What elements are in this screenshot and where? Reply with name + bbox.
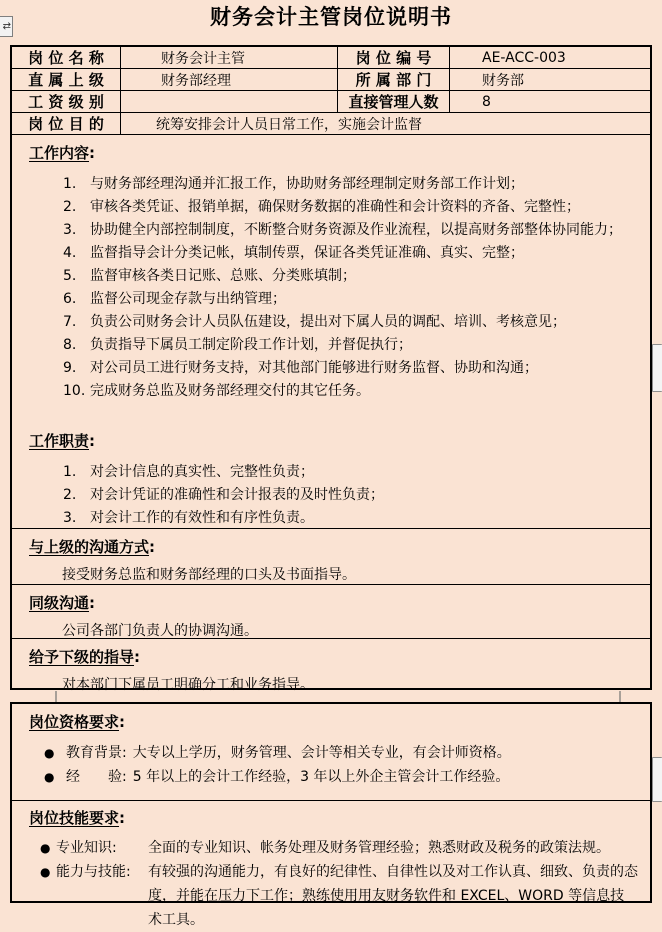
item-text: 对会计凭证的准确性和会计报表的及时性负责； bbox=[90, 487, 384, 503]
bullet-icon: ● bbox=[40, 865, 51, 879]
comm-superior-heading-colon: : bbox=[149, 538, 156, 556]
comm-peer-heading-text: 同级沟通 bbox=[29, 594, 90, 612]
work-content-and-duty-section bbox=[12, 135, 650, 528]
list-item bbox=[12, 265, 650, 288]
list-item bbox=[12, 836, 650, 860]
table-row bbox=[12, 113, 650, 135]
position-purpose-value: 统筹安排会计人员日常工作，实施会计监督 bbox=[156, 116, 422, 133]
comm-peer-heading-colon: : bbox=[89, 594, 96, 612]
list-item bbox=[12, 311, 650, 334]
skills-heading bbox=[29, 807, 650, 828]
comm-peer-heading bbox=[29, 592, 650, 613]
skills-heading-text: 岗位技能要求 bbox=[29, 809, 120, 827]
item-text: 监督指导会计分类记帐，填制传票，保证各类凭证准确、真实、完整； bbox=[90, 245, 524, 261]
list-item bbox=[12, 173, 650, 196]
list-item bbox=[12, 334, 650, 357]
item-number: 3. bbox=[63, 510, 77, 526]
skills-heading-colon: : bbox=[119, 809, 126, 827]
communication-with-superior-section bbox=[12, 528, 650, 584]
list-item bbox=[12, 741, 650, 765]
bullet-icon: ● bbox=[44, 770, 55, 784]
item-text: 完成财务总监及财务部经理交付的其它任务。 bbox=[90, 383, 370, 399]
peer-communication-section bbox=[12, 584, 650, 638]
item-label: 专业知识: bbox=[56, 840, 117, 856]
item-number: 10. bbox=[63, 383, 86, 399]
direct-reports-value: 8 bbox=[482, 93, 491, 110]
item-number: 2. bbox=[63, 199, 77, 215]
comm-superior-body: 接受财务总监和财务部经理的口头及书面指导。 bbox=[62, 567, 356, 583]
item-number: 6. bbox=[63, 291, 77, 307]
qualification-heading-text: 岗位资格要求 bbox=[29, 713, 120, 731]
item-text: 监督审核各类日记账、总账、分类账填制； bbox=[90, 268, 356, 284]
department-value: 财务部 bbox=[482, 72, 524, 89]
position-name-label: 岗 位 名 称 bbox=[12, 47, 121, 68]
direct-superior-label: 直 属 上 级 bbox=[12, 69, 121, 90]
skills-list bbox=[12, 836, 650, 932]
comm-peer-body: 公司各部门负责人的协调沟通。 bbox=[62, 623, 258, 639]
page-title: 财务会计主管岗位说明书 bbox=[210, 5, 452, 29]
work-duty-heading-text: 工作职责 bbox=[29, 432, 90, 450]
item-text: 审核各类凭证、报销单据，确保财务数据的准确性和会计资料的齐备、完整性； bbox=[90, 199, 580, 215]
list-item bbox=[12, 380, 650, 403]
item-number: 7. bbox=[63, 314, 77, 330]
item-number: 1. bbox=[63, 176, 77, 192]
job-description-table bbox=[10, 45, 652, 693]
comm-subordinate-heading-colon: : bbox=[134, 648, 141, 666]
list-item bbox=[12, 461, 650, 484]
work-content-list bbox=[12, 173, 650, 403]
list-item bbox=[12, 860, 650, 932]
item-text: 有较强的沟通能力，有良好的纪律性、自律性以及对工作认真、细致、负责的态度，并能在压力下工作；熟练使用用友财务软件和 EXCEL、WORD 等信息技术工具。 bbox=[148, 864, 638, 928]
list-item bbox=[12, 507, 650, 530]
work-duty-heading bbox=[29, 430, 650, 451]
bullet-icon: ● bbox=[44, 746, 55, 760]
qualification-list bbox=[12, 741, 650, 789]
table-row bbox=[12, 91, 650, 113]
direct-reports-label: 直接管理人数 bbox=[338, 91, 450, 112]
guidance-to-subordinates-section bbox=[12, 638, 650, 693]
list-item bbox=[12, 484, 650, 507]
salary-grade-value bbox=[121, 91, 338, 112]
table-row bbox=[12, 47, 650, 69]
table-row bbox=[12, 69, 650, 91]
list-item bbox=[12, 357, 650, 380]
item-text: 5 年以上的会计工作经验，3 年以上外企主管会计工作经验。 bbox=[132, 769, 510, 785]
work-duty-list bbox=[12, 461, 650, 530]
skills-section bbox=[12, 801, 650, 932]
work-content-heading-colon: : bbox=[89, 144, 96, 162]
item-text: 对公司员工进行财务支持，对其他部门能够进行财务监督、协助和沟通； bbox=[90, 360, 538, 376]
work-duty-heading-colon: : bbox=[89, 432, 96, 450]
item-number: 9. bbox=[63, 360, 77, 376]
item-text: 对会计工作的有效性和有序性负责。 bbox=[90, 510, 314, 526]
list-item bbox=[12, 765, 650, 789]
qualification-section bbox=[12, 704, 650, 801]
item-number: 5. bbox=[63, 268, 77, 284]
comm-superior-heading bbox=[29, 536, 650, 557]
department-label: 所 属 部 门 bbox=[338, 69, 450, 90]
item-number: 2. bbox=[63, 487, 77, 503]
item-text: 对会计信息的真实性、完整性负责； bbox=[90, 464, 314, 480]
scrollbar-thumb-fragment[interactable] bbox=[652, 757, 662, 802]
comm-subordinate-body: 对本部门下属员工明确分工和业务指导。 bbox=[62, 677, 314, 693]
list-item bbox=[12, 288, 650, 311]
list-item bbox=[12, 196, 650, 219]
salary-grade-label: 工 资 级 别 bbox=[12, 91, 121, 112]
qualification-heading-colon: : bbox=[119, 713, 126, 731]
work-content-heading bbox=[29, 142, 650, 163]
item-text: 全面的专业知识、帐务处理及财务管理经验；熟悉财政及税务的政策法规。 bbox=[148, 840, 610, 856]
item-text: 负责公司财务会计人员队伍建设，提出对下属人员的调配、培训、考核意见； bbox=[90, 314, 566, 330]
position-code-label: 岗 位 编 号 bbox=[338, 47, 450, 68]
comm-subordinate-heading-text: 给予下级的指导 bbox=[29, 648, 135, 666]
work-content-heading-text: 工作内容 bbox=[29, 144, 90, 162]
item-text: 监督公司现金存款与出纳管理； bbox=[90, 291, 286, 307]
scrollbar-thumb-fragment[interactable] bbox=[652, 344, 662, 392]
comm-superior-heading-text: 与上级的沟通方式 bbox=[29, 538, 150, 556]
item-number: 1. bbox=[63, 464, 77, 480]
item-number: 8. bbox=[63, 337, 77, 353]
item-label: 经 验: bbox=[66, 769, 127, 785]
requirements-table bbox=[10, 702, 652, 928]
item-text: 负责指导下属员工制定阶段工作计划，并督促执行； bbox=[90, 337, 412, 353]
resize-arrows-icon: ⇄ bbox=[2, 21, 11, 32]
item-text: 与财务部经理沟通并汇报工作，协助财务部经理制定财务部工作计划； bbox=[90, 176, 524, 192]
list-item bbox=[12, 242, 650, 265]
position-code-value: AE-ACC-003 bbox=[482, 49, 566, 66]
item-text: 协助健全内部控制制度，不断整合财务资源及作业流程，以提高财务部整体协同能力； bbox=[90, 222, 622, 238]
column-boundary-mark bbox=[55, 691, 57, 702]
qualification-heading bbox=[29, 711, 650, 732]
position-purpose-label: 岗 位 目 的 bbox=[12, 113, 121, 134]
item-number: 4. bbox=[63, 245, 77, 261]
item-number: 3. bbox=[63, 222, 77, 238]
item-text: 大专以上学历，财务管理、会计等相关专业，有会计师资格。 bbox=[132, 745, 511, 761]
item-label: 能力与技能: bbox=[56, 864, 131, 880]
direct-superior-value: 财务部经理 bbox=[121, 69, 338, 90]
list-item bbox=[12, 219, 650, 242]
item-label: 教育背景: bbox=[66, 745, 127, 761]
column-boundary-mark bbox=[619, 691, 621, 702]
bullet-icon: ● bbox=[40, 841, 51, 855]
position-name-value: 财务会计主管 bbox=[121, 47, 338, 68]
comm-subordinate-heading bbox=[29, 646, 650, 667]
